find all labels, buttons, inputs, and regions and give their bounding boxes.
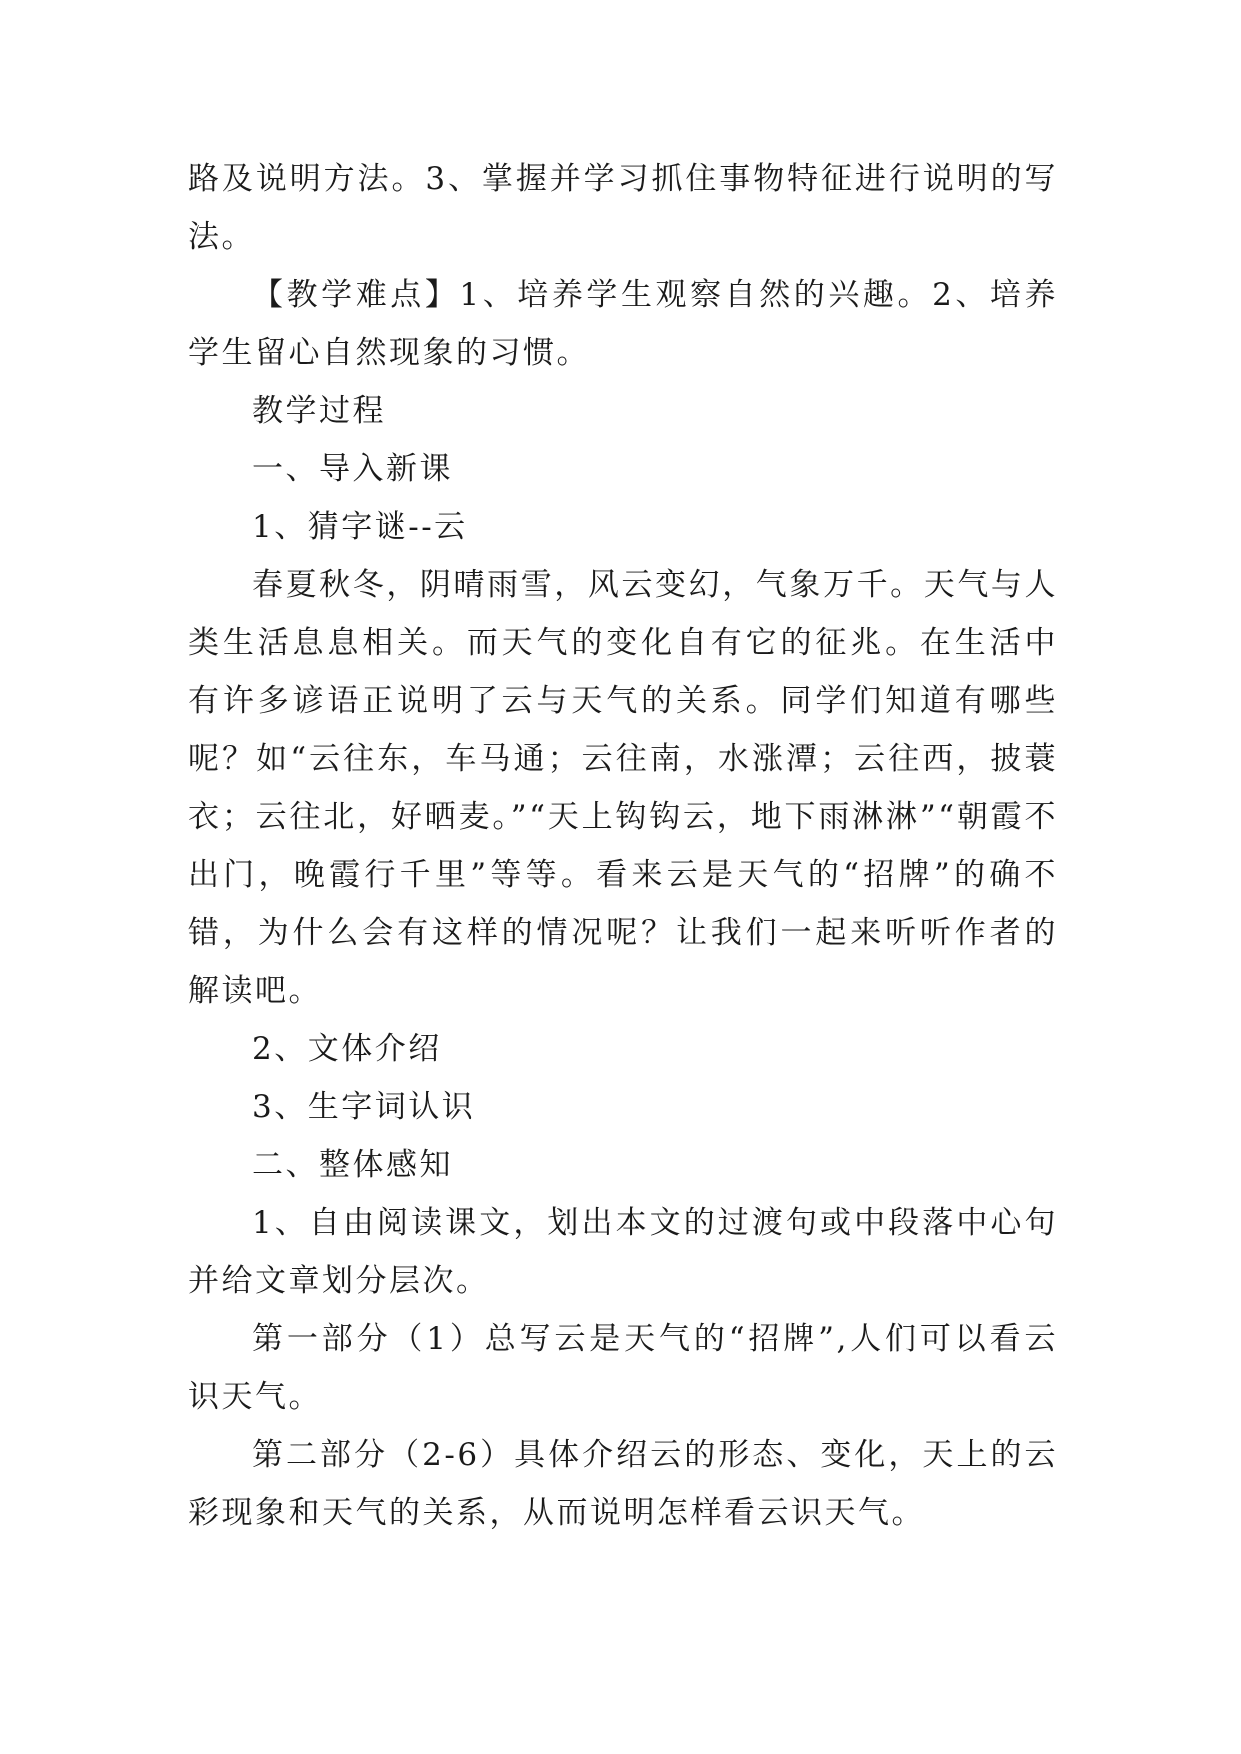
paragraph-teaching-difficulty: 【教学难点】1、培养学生观察自然的兴趣。2、培养学生留心自然现象的习惯。 — [188, 277, 1058, 371]
heading-section-2: 二、整体感知 — [252, 1147, 453, 1183]
list-item-reading: 1、自由阅读课文，划出本文的过渡句或中段落中心句并给文章划分层次。 — [188, 1205, 1058, 1299]
heading-teaching-process: 教学过程 — [252, 393, 386, 429]
paragraph-part-one: 第一部分（1）总写云是天气的“招牌”,人们可以看云识天气。 — [188, 1321, 1058, 1415]
list-item-genre: 2、文体介绍 — [252, 1031, 442, 1067]
heading-section-1: 一、导入新课 — [252, 451, 453, 487]
paragraph-intro: 春夏秋冬，阴晴雨雪，风云变幻，气象万千。天气与人类生活息息相关。而天气的变化自有它的征兆。在生活中有许多谚语正说明了云与天气的关系。同学们知道有哪些呢？如“云往东，车马通；云往南，水涨潭；云往西，披蓑衣；云往北，好晒麦。”“天上钩钩云，地下雨淋淋”“朝霞不出门，晚霞行千里”等等。看来云是天气的“招牌”的确不错，为什么会有这样的情况呢？让我们一起来听听作者的解读吧。 — [188, 567, 1058, 1009]
paragraph-continuation: 路及说明方法。3、掌握并学习抓住事物特征进行说明的写法。 — [188, 161, 1058, 255]
paragraph-part-two: 第二部分（2-6）具体介绍云的形态、变化，天上的云彩现象和天气的关系，从而说明怎样看云识天气。 — [188, 1437, 1058, 1531]
document-page — [188, 150, 1058, 1542]
list-item-riddle: 1、猜字谜--云 — [252, 509, 468, 545]
list-item-vocabulary: 3、生字词认识 — [252, 1089, 476, 1125]
